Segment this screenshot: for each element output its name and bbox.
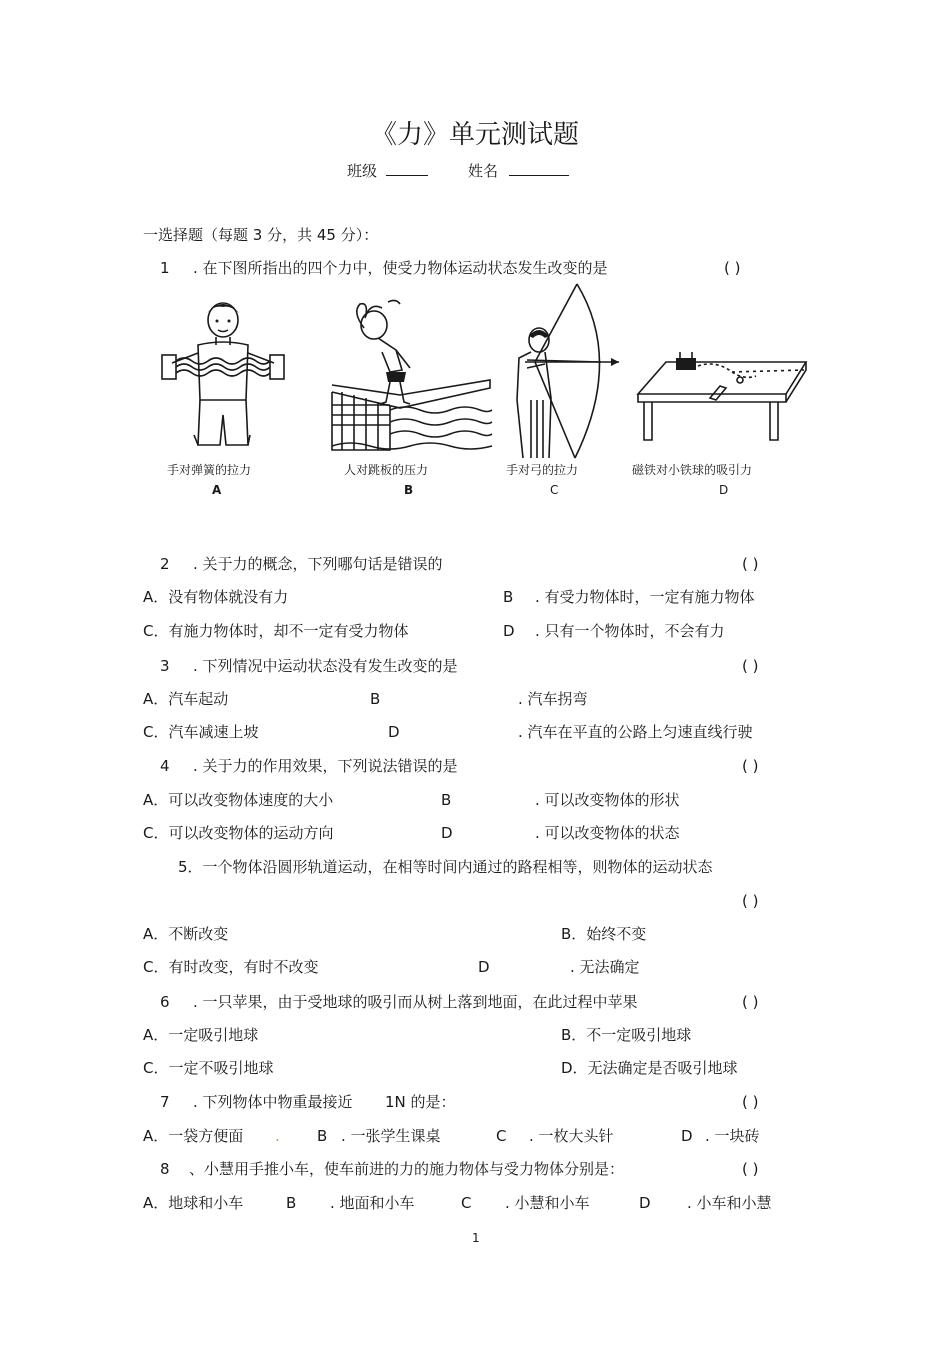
q4-option-a[interactable]: A．可以改变物体速度的大小	[143, 791, 334, 809]
q1-number: 1	[160, 259, 170, 277]
q1-answer-paren[interactable]: ( )	[724, 259, 741, 277]
class-field	[347, 161, 428, 179]
figure-d-caption: 磁铁对小铁球的吸引力	[632, 463, 753, 477]
archer-figure	[505, 280, 625, 460]
q3-option-d-letter: D	[388, 723, 400, 741]
figure-c-letter: C	[550, 483, 559, 497]
magnet-table-figure	[636, 352, 808, 444]
q5-option-d[interactable]: . 无法确定	[570, 958, 640, 976]
q4-option-b[interactable]: . 可以改变物体的形状	[535, 791, 680, 809]
figure-b-letter: B	[404, 483, 414, 497]
q7-option-c[interactable]: . 一枚大头针	[529, 1127, 614, 1145]
q2-option-c[interactable]: C．有施力物体时，却不一定有受力物体	[143, 622, 409, 640]
q5-text: 5．一个物体沿圆形轨道运动，在相等时间内通过的路程相等，则物体的运动状态	[178, 858, 713, 876]
q6-number: 6	[160, 993, 170, 1011]
q2-option-d-letter: D	[503, 622, 515, 640]
q2-option-b-letter: B	[503, 588, 514, 606]
q3-answer-paren[interactable]: ( )	[742, 657, 759, 675]
q8-option-d[interactable]: . 小车和小慧	[687, 1194, 772, 1212]
section-heading: 一选择题（每题 3 分，共 45 分）：	[143, 226, 379, 244]
q2-text: . 关于力的概念，下列哪句话是错误的	[193, 555, 443, 573]
q3-option-a[interactable]: A．汽车起动	[143, 690, 229, 708]
q7-text-tail: 1N 的是：	[385, 1093, 456, 1111]
name-blank[interactable]	[509, 161, 569, 176]
q5-option-d-letter: D	[478, 958, 490, 976]
name-field	[468, 161, 569, 179]
q3-option-b[interactable]: . 汽车拐弯	[518, 690, 588, 708]
q7-number: 7	[160, 1093, 170, 1111]
q7-answer-paren[interactable]: ( )	[742, 1093, 759, 1111]
q7-option-b[interactable]: . 一张学生课桌	[341, 1127, 441, 1145]
q7-option-c-letter: C	[496, 1127, 507, 1145]
q7-option-a[interactable]: A．一袋方便面	[143, 1127, 244, 1145]
q8-option-b[interactable]: . 地面和小车	[330, 1194, 415, 1212]
q6-option-d[interactable]: D．无法确定是否吸引地球	[561, 1059, 738, 1077]
q6-option-a[interactable]: A．一定吸引地球	[143, 1026, 259, 1044]
q2-option-d[interactable]: . 只有一个物体时，不会有力	[535, 622, 725, 640]
q4-option-d-letter: D	[441, 824, 453, 842]
q6-option-b[interactable]: B．不一定吸引地球	[561, 1026, 692, 1044]
q4-answer-paren[interactable]: ( )	[742, 757, 759, 775]
q5-option-a[interactable]: A．不断改变	[143, 925, 229, 943]
q8-option-d-letter: D	[639, 1194, 651, 1212]
q6-option-c[interactable]: C．一定不吸引地球	[143, 1059, 274, 1077]
q3-option-c[interactable]: C．汽车减速上坡	[143, 723, 259, 741]
q8-option-a[interactable]: A．地球和小车	[143, 1194, 244, 1212]
q5-answer-paren[interactable]: ( )	[742, 892, 759, 910]
figure-d-letter: D	[719, 483, 729, 497]
q6-text: . 一只苹果，由于受地球的吸引而从树上落到地面，在此过程中苹果	[193, 993, 638, 1011]
name-label: 姓名	[468, 162, 499, 180]
q8-number: 8	[160, 1160, 170, 1178]
q3-number: 3	[160, 657, 170, 675]
q1-text: . 在下图所指出的四个力中，使受力物体运动状态发生改变的是	[193, 259, 608, 277]
page-title: 《力》单元测试题	[370, 120, 579, 150]
figure-a-letter: A	[212, 483, 222, 497]
q3-option-d[interactable]: . 汽车在平直的公路上匀速直线行驶	[518, 723, 753, 741]
q7-option-b-letter: B	[317, 1127, 328, 1145]
q2-number: 2	[160, 555, 170, 573]
q2-answer-paren[interactable]: ( )	[742, 555, 759, 573]
q7-text: . 下列物体中物重最接近	[193, 1093, 353, 1111]
spring-stretcher-figure	[150, 295, 290, 457]
figure-b-caption: 人对跳板的压力	[344, 463, 429, 477]
q6-answer-paren[interactable]: ( )	[742, 993, 759, 1011]
figure-a-caption: 手对弹簧的拉力	[167, 463, 252, 477]
q7-stray-dot: .	[275, 1127, 280, 1145]
q7-option-d[interactable]: . 一块砖	[705, 1127, 760, 1145]
diver-figure	[330, 290, 495, 457]
q2-option-b[interactable]: . 有受力物体时，一定有施力物体	[535, 588, 755, 606]
class-label: 班级	[347, 162, 378, 180]
q8-answer-paren[interactable]: ( )	[742, 1160, 759, 1178]
class-blank[interactable]	[386, 161, 428, 176]
q4-option-d[interactable]: . 可以改变物体的状态	[535, 824, 680, 842]
q2-option-a[interactable]: A．没有物体就没有力	[143, 588, 289, 606]
page-number: 1	[472, 1231, 480, 1245]
q8-option-b-letter: B	[286, 1194, 297, 1212]
q5-option-b[interactable]: B．始终不变	[561, 925, 647, 943]
q8-option-c[interactable]: . 小慧和小车	[505, 1194, 590, 1212]
q3-text: . 下列情况中运动状态没有发生改变的是	[193, 657, 458, 675]
q3-option-b-letter: B	[370, 690, 381, 708]
q5-option-c[interactable]: C．有时改变，有时不改变	[143, 958, 319, 976]
q4-text: . 关于力的作用效果，下列说法错误的是	[193, 757, 458, 775]
q4-option-c[interactable]: C．可以改变物体的运动方向	[143, 824, 334, 842]
q4-option-b-letter: B	[441, 791, 452, 809]
figure-c-caption: 手对弓的拉力	[506, 463, 579, 477]
q7-option-d-letter: D	[681, 1127, 693, 1145]
q8-text: 、小慧用手推小车，使车前进的力的施力物体与受力物体分别是：	[189, 1160, 625, 1178]
q8-option-c-letter: C	[461, 1194, 472, 1212]
q4-number: 4	[160, 757, 170, 775]
